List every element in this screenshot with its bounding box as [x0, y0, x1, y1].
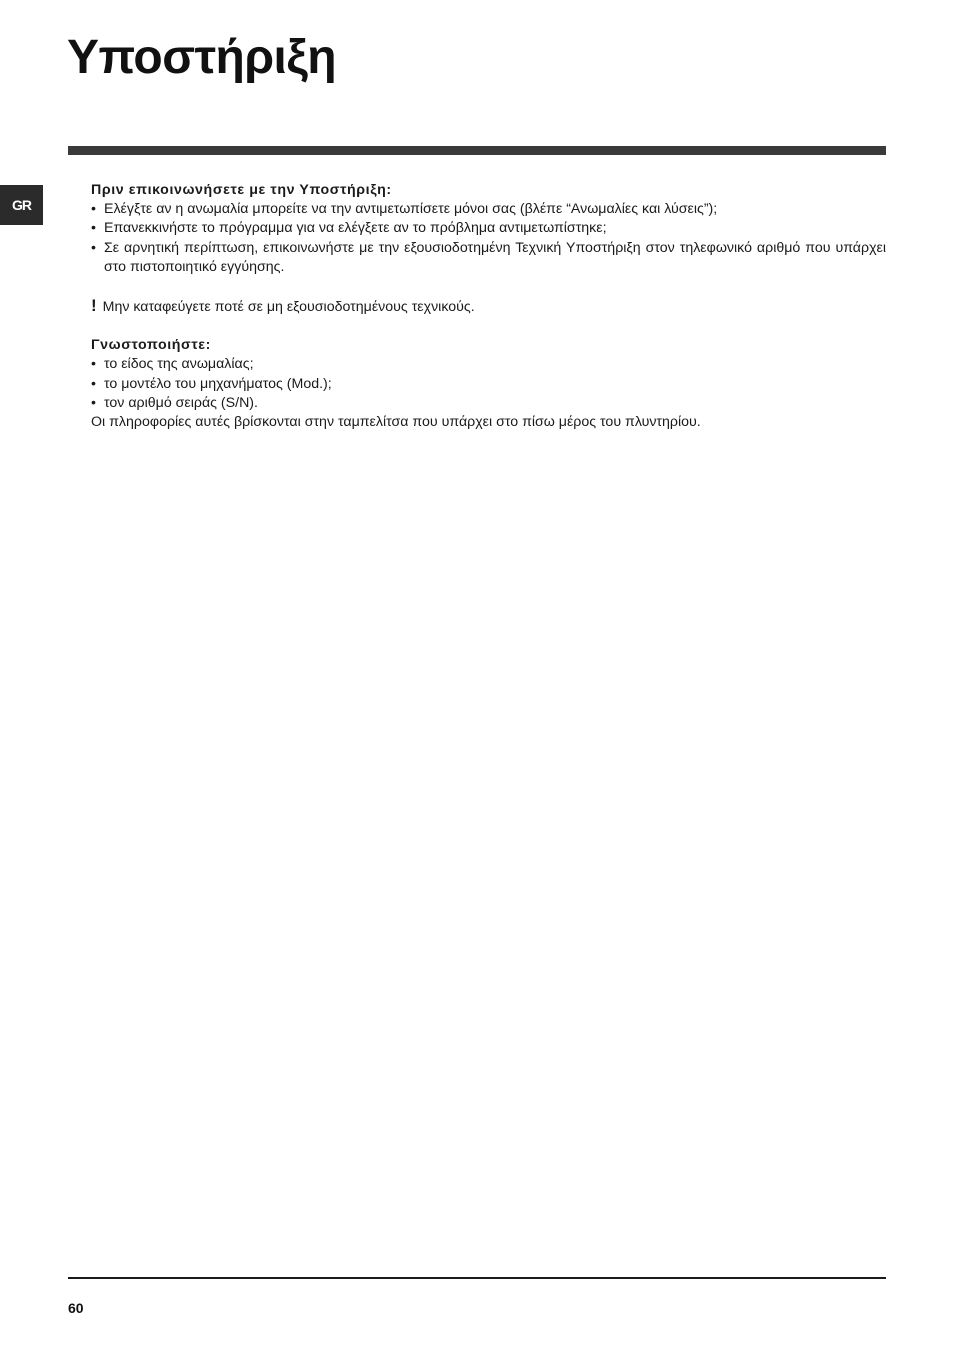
warning-note [91, 296, 886, 317]
list-item: • Σε αρνητική περίπτωση, επικοινωνήστε με την εξουσιοδοτημένη Τεχνική Υποστήριξη στον τηλεφωνικό αριθμό που υπάρχει στο πιστοποιητικό εγγύησης. [91, 239, 886, 277]
notify-list [91, 355, 886, 413]
page-number: 60 [68, 1300, 84, 1316]
header-divider [68, 146, 886, 155]
list-item: • τον αριθμό σειράς (S/N). [91, 394, 886, 413]
list-item: • Επανεκκινήστε το πρόγραμμα για να ελέγξετε αν το πρόβλημα αντιμετωπίστηκε; [91, 219, 886, 238]
footer-divider [68, 1277, 886, 1279]
page-title: Υποστήριξη [67, 31, 337, 84]
notify-section [91, 336, 886, 432]
list-item: • το μοντέλο του μηχανήματος (Mod.); [91, 375, 886, 394]
notify-heading: Γνωστοποιήστε: [91, 337, 211, 354]
before-contact-heading: Πριν επικοινωνήσετε με την Υποστήριξη: [91, 182, 392, 198]
warning-icon: ! [91, 296, 97, 316]
list-item: • Ελέγξτε αν η ανωμαλία μπορείτε να την αντιμετωπίσετε μόνοι σας (βλέπε “Ανωμαλίες και λύσεις”); [91, 200, 886, 219]
language-tab: GR [0, 185, 43, 225]
before-contact-list [91, 200, 886, 277]
list-item: • το είδος της ανωμαλίας; [91, 355, 886, 374]
support-content [91, 181, 886, 432]
warning-text: Μην καταφεύγετε ποτέ σε μη εξουσιοδοτημένους τεχνικούς. [102, 299, 475, 316]
notify-footnote: Οι πληροφορίες αυτές βρίσκονται στην ταμπελίτσα που υπάρχει στο πίσω μέρος του πλυντηρίου. [91, 414, 701, 431]
